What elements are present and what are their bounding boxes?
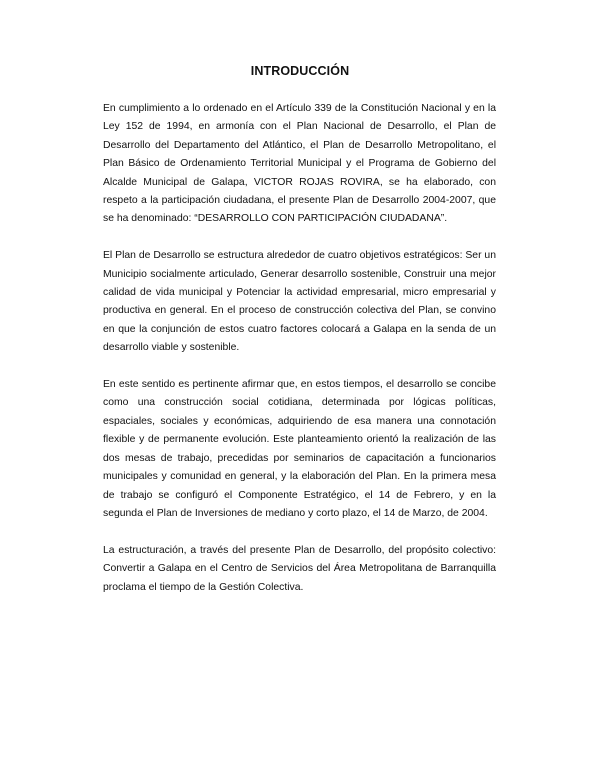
paragraph-1: En cumplimiento a lo ordenado en el Artículo 339 de la Constitución Nacional y en la Ley 152 de 1994, en armonía con el Plan Nacional de Desarrollo, el Plan de Desarrollo del Departamento del Atlántico, el Plan de Desarrollo Metropolitano, el Plan Básico de Ordenamiento Territorial Municipal y el Programa de Gobierno del Alcalde Municipal de Galapa, VICTOR ROJAS ROVIRA, se ha elaborado, con respeto a la participación ciudadana, el presente Plan de Desarrollo 2004-2007, que se ha denominado: “DESARROLLO CON PARTICIPACIÓN CIUDADANA”.	[103, 103, 496, 225]
page-title: INTRODUCCIÓN	[250, 64, 350, 78]
paragraph-2: El Plan de Desarrollo se estructura alrededor de cuatro objetivos estratégicos: Ser un Municipio socialmente articulado, Generar desarrollo sostenible, Construir una mejor calidad de vida municipal y Potenciar la actividad empresarial, micro empresarial y productiva en general. En el proceso de construcción colectiva del Plan, se convino en que la conjunción de estos cuatro factores colocará a Galapa en la senda de un desarrollo viable y sostenible.	[103, 250, 496, 354]
paragraph-3: En este sentido es pertinente afirmar que, en estos tiempos, el desarrollo se concibe como una construcción social cotidiana, determinada por lógicas políticas, espaciales, sociales y económicas, adquiriendo de esa manera una connotación flexible y de permanente evolución. Este planteamiento orientó la realización de las dos mesas de trabajo, precedidas por seminarios de capacitación a funcionarios municipales y comunidad en general, y la elaboración del Plan. En la primera mesa de trabajo se configuró el Componente Estratégico, el 14 de Febrero, y en la segunda el Plan de Inversiones de mediano y corto plazo, el 14 de Marzo, de 2004.	[103, 379, 496, 519]
paragraph-4: La estructuración, a través del presente Plan de Desarrollo, del propósito colectivo: Convertir a Galapa en el Centro de Servicios del Área Metropolitana de Barranquilla proclama el tiempo de la Gestión Colectiva.	[103, 544, 496, 593]
document-body	[103, 100, 496, 615]
